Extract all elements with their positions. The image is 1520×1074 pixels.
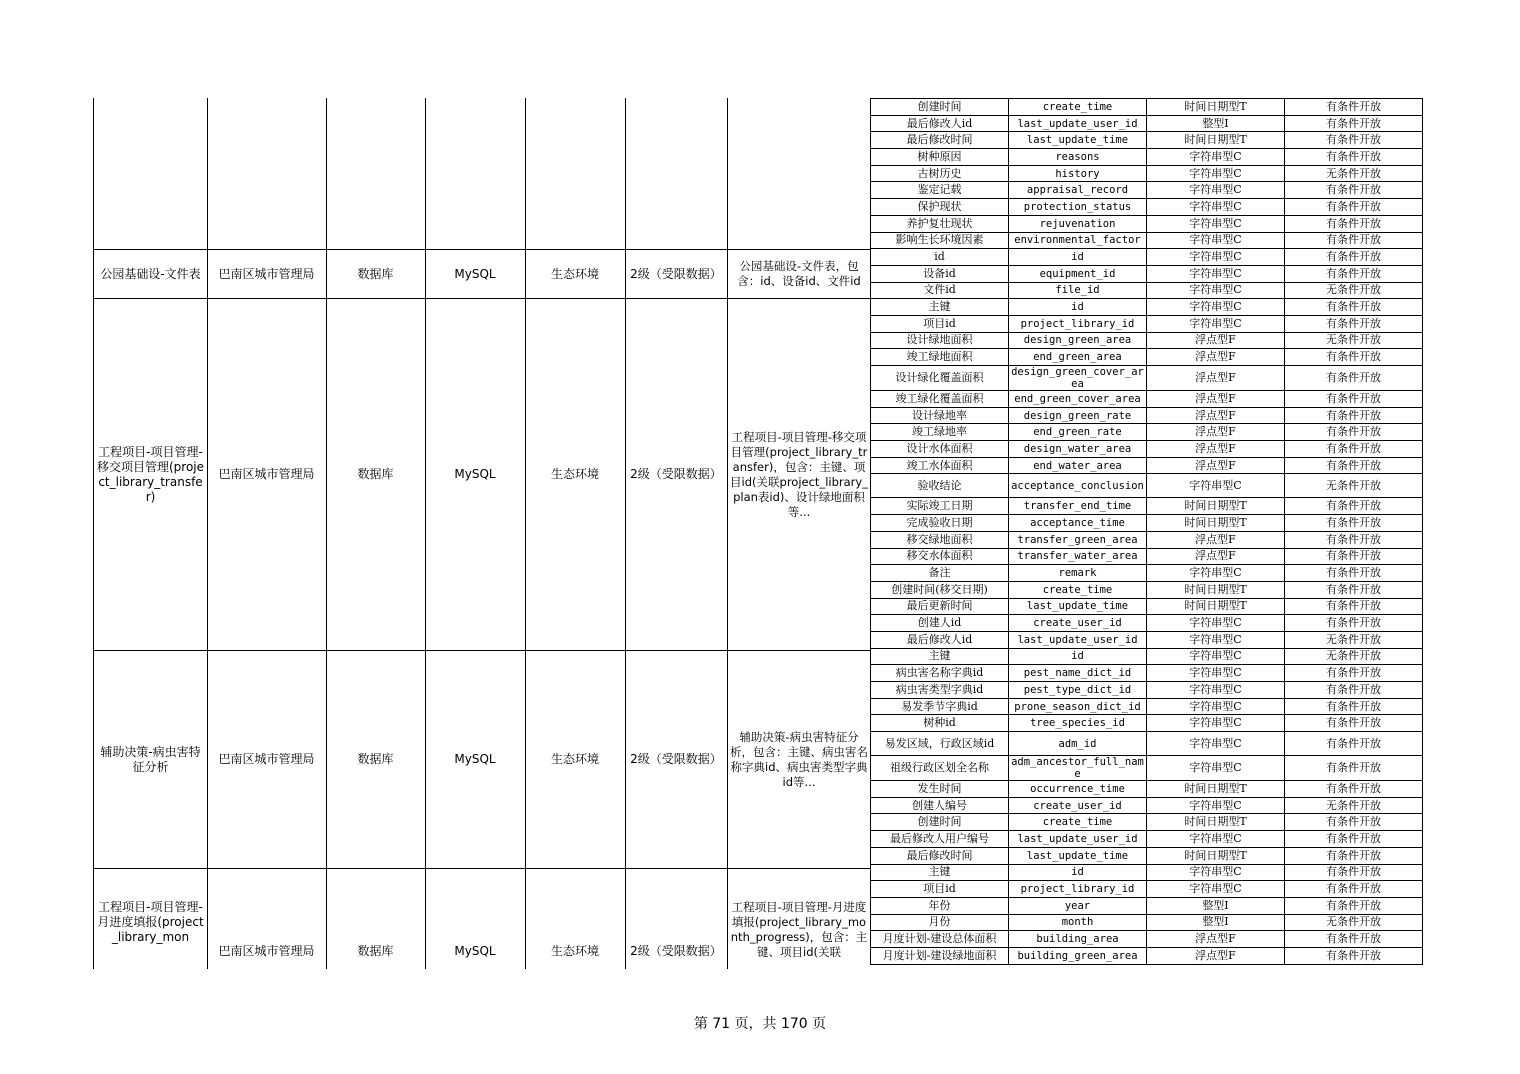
field-open-status: 有条件开放 (1285, 814, 1423, 831)
field-row (871, 215, 1423, 232)
field-data-type: 时间日期型T (1147, 515, 1285, 532)
field-english-name: transfer_green_area (1009, 531, 1147, 548)
field-row (871, 531, 1423, 548)
field-data-type: 整型I (1147, 914, 1285, 931)
field-english-name: adm_ancestor_full_name (1009, 756, 1147, 781)
field-chinese-name: 月份 (871, 914, 1009, 931)
field-chinese-name: 主键 (871, 299, 1009, 316)
field-data-type: 字符串型C (1147, 282, 1285, 299)
field-data-type: 浮点型F (1147, 441, 1285, 458)
field-open-status: 有条件开放 (1285, 781, 1423, 798)
field-chinese-name: 完成验收日期 (871, 515, 1009, 532)
field-data-type: 浮点型F (1147, 407, 1285, 424)
field-chinese-name: 创建时间 (871, 814, 1009, 831)
field-english-name: design_green_area (1009, 332, 1147, 349)
field-chinese-name: 设备id (871, 265, 1009, 282)
field-chinese-name: 验收结论 (871, 474, 1009, 498)
field-row (871, 474, 1423, 498)
field-data-type: 字符串型C (1147, 149, 1285, 166)
resource-name: 工程项目-项目管理-移交项目管理(project_library_transfer) (96, 444, 205, 504)
field-row (871, 366, 1423, 391)
field-open-status: 有条件开放 (1285, 515, 1423, 532)
field-open-status: 有条件开放 (1285, 424, 1423, 441)
field-data-type: 字符串型C (1147, 299, 1285, 316)
field-english-name: transfer_end_time (1009, 498, 1147, 515)
resource-type: 数据库 (357, 752, 394, 766)
field-row (871, 682, 1423, 699)
field-row (871, 441, 1423, 458)
field-chinese-name: 主键 (871, 864, 1009, 881)
resource-description: 公园基础设-文件表，包含：id、设备id、文件id (737, 259, 861, 288)
field-open-status: 无条件开放 (1285, 282, 1423, 299)
field-chinese-name: 创建人编号 (871, 797, 1009, 814)
field-english-name: last_update_user_id (1009, 631, 1147, 648)
field-open-status: 有条件开放 (1285, 565, 1423, 582)
resource-name: 公园基础设-文件表 (100, 266, 201, 281)
field-row (871, 232, 1423, 249)
field-data-type: 时间日期型T (1147, 814, 1285, 831)
field-open-status: 有条件开放 (1285, 598, 1423, 615)
field-english-name: create_time (1009, 814, 1147, 831)
field-data-type: 字符串型C (1147, 215, 1285, 232)
field-data-type: 字符串型C (1147, 182, 1285, 199)
field-open-status: 有条件开放 (1285, 299, 1423, 316)
department: 巴南区城市管理局 (218, 467, 315, 481)
field-row (871, 598, 1423, 615)
field-chinese-name: 易发区域，行政区域id (871, 732, 1009, 756)
resource-description: 工程项目-项目管理-月进度填报(project_library_month_progress)，包含：主键、项目id(关联 (730, 900, 868, 959)
field-chinese-name: 保护现状 (871, 199, 1009, 216)
field-row (871, 615, 1423, 632)
field-data-type: 字符串型C (1147, 232, 1285, 249)
security-level: 2级（受限数据） (630, 467, 722, 481)
field-english-name: prone_season_dict_id (1009, 698, 1147, 715)
field-data-type: 时间日期型T (1147, 847, 1285, 864)
field-english-name: last_update_time (1009, 598, 1147, 615)
field-data-type: 整型I (1147, 897, 1285, 914)
field-english-name: acceptance_conclusion (1009, 474, 1147, 498)
field-english-name: remark (1009, 565, 1147, 582)
field-open-status: 有条件开放 (1285, 215, 1423, 232)
field-english-name: create_time (1009, 581, 1147, 598)
field-table (870, 98, 1423, 965)
field-english-name: pest_name_dict_id (1009, 665, 1147, 682)
field-open-status: 有条件开放 (1285, 182, 1423, 199)
field-open-status: 有条件开放 (1285, 249, 1423, 266)
domain: 生态环境 (550, 944, 599, 958)
field-open-status: 有条件开放 (1285, 149, 1423, 166)
field-english-name: last_update_time (1009, 847, 1147, 864)
field-chinese-name: 鉴定记载 (871, 182, 1009, 199)
field-english-name: end_green_rate (1009, 424, 1147, 441)
field-data-type: 字符串型C (1147, 615, 1285, 632)
field-chinese-name: 设计绿地率 (871, 407, 1009, 424)
resource-type: 数据库 (357, 266, 394, 281)
field-row (871, 947, 1423, 964)
field-english-name: transfer_water_area (1009, 548, 1147, 565)
field-chinese-name: 移交水体面积 (871, 548, 1009, 565)
field-row (871, 199, 1423, 216)
field-chinese-name: 最后修改人id (871, 631, 1009, 648)
field-data-type: 字符串型C (1147, 249, 1285, 266)
field-english-name: end_green_area (1009, 349, 1147, 366)
field-chinese-name: 实际竣工日期 (871, 498, 1009, 515)
field-open-status: 有条件开放 (1285, 715, 1423, 732)
database-type: MySQL (454, 944, 496, 958)
field-english-name: acceptance_time (1009, 515, 1147, 532)
field-english-name: last_update_user_id (1009, 831, 1147, 848)
field-chinese-name: 影响生长环境因素 (871, 232, 1009, 249)
field-open-status: 有条件开放 (1285, 391, 1423, 408)
field-open-status: 有条件开放 (1285, 881, 1423, 898)
field-chinese-name: 竣工绿地率 (871, 424, 1009, 441)
field-english-name: protection_status (1009, 199, 1147, 216)
field-chinese-name: 项目id (871, 315, 1009, 332)
resource-type: 数据库 (357, 944, 394, 958)
field-data-type: 字符串型C (1147, 315, 1285, 332)
field-data-type: 字符串型C (1147, 831, 1285, 848)
department: 巴南区城市管理局 (218, 266, 315, 281)
department: 巴南区城市管理局 (218, 944, 315, 958)
field-open-status: 有条件开放 (1285, 265, 1423, 282)
field-row (871, 781, 1423, 798)
field-open-status: 有条件开放 (1285, 847, 1423, 864)
resource-description: 工程项目-项目管理-移交项目管理(project_library_transfer)，包含：主键、项目id(关联project_library_plan表id)、设计绿地面积等... (730, 429, 868, 519)
field-data-type: 时间日期型T (1147, 781, 1285, 798)
field-row (871, 881, 1423, 898)
field-english-name: adm_id (1009, 732, 1147, 756)
field-data-type: 时间日期型T (1147, 132, 1285, 149)
field-chinese-name: 易发季节字典id (871, 698, 1009, 715)
field-chinese-name: 设计绿地面积 (871, 332, 1009, 349)
field-open-status: 无条件开放 (1285, 631, 1423, 648)
field-chinese-name: 文件id (871, 282, 1009, 299)
field-open-status: 有条件开放 (1285, 864, 1423, 881)
field-open-status: 有条件开放 (1285, 99, 1423, 116)
field-english-name: pest_type_dict_id (1009, 682, 1147, 699)
field-open-status: 无条件开放 (1285, 474, 1423, 498)
field-row (871, 424, 1423, 441)
field-open-status: 有条件开放 (1285, 698, 1423, 715)
field-english-name: rejuvenation (1009, 215, 1147, 232)
field-chinese-name: 创建人id (871, 615, 1009, 632)
field-open-status: 有条件开放 (1285, 315, 1423, 332)
field-row (871, 715, 1423, 732)
field-data-type: 浮点型F (1147, 531, 1285, 548)
field-english-name: end_green_cover_area (1009, 391, 1147, 408)
field-row (871, 897, 1423, 914)
field-chinese-name: 最后修改人id (871, 115, 1009, 132)
field-english-name: building_area (1009, 931, 1147, 948)
field-open-status: 无条件开放 (1285, 797, 1423, 814)
field-open-status: 无条件开放 (1285, 165, 1423, 182)
field-data-type: 字符串型C (1147, 797, 1285, 814)
field-open-status: 有条件开放 (1285, 132, 1423, 149)
field-open-status: 有条件开放 (1285, 947, 1423, 964)
field-data-type: 字符串型C (1147, 715, 1285, 732)
domain: 生态环境 (550, 752, 599, 766)
field-chinese-name: 祖级行政区划全名称 (871, 756, 1009, 781)
field-data-type: 字符串型C (1147, 732, 1285, 756)
field-data-type: 字符串型C (1147, 665, 1285, 682)
field-english-name: end_water_area (1009, 457, 1147, 474)
field-data-type: 浮点型F (1147, 366, 1285, 391)
field-english-name: create_time (1009, 99, 1147, 116)
field-open-status: 有条件开放 (1285, 498, 1423, 515)
field-english-name: design_green_rate (1009, 407, 1147, 424)
field-open-status: 有条件开放 (1285, 756, 1423, 781)
field-row (871, 914, 1423, 931)
field-chinese-name: 竣工水体面积 (871, 457, 1009, 474)
field-open-status: 有条件开放 (1285, 732, 1423, 756)
field-row (871, 99, 1423, 116)
field-english-name: tree_species_id (1009, 715, 1147, 732)
field-english-name: id (1009, 648, 1147, 665)
field-row (871, 515, 1423, 532)
field-chinese-name: 树种id (871, 715, 1009, 732)
field-open-status: 无条件开放 (1285, 914, 1423, 931)
field-chinese-name: 最后更新时间 (871, 598, 1009, 615)
field-open-status: 有条件开放 (1285, 199, 1423, 216)
field-english-name: month (1009, 914, 1147, 931)
field-english-name: create_user_id (1009, 615, 1147, 632)
field-data-type: 浮点型F (1147, 332, 1285, 349)
field-open-status: 有条件开放 (1285, 407, 1423, 424)
field-english-name: last_update_user_id (1009, 115, 1147, 132)
field-chinese-name: 最后修改时间 (871, 847, 1009, 864)
field-data-type: 字符串型C (1147, 474, 1285, 498)
field-row (871, 149, 1423, 166)
field-chinese-name: 最后修改时间 (871, 132, 1009, 149)
field-chinese-name: 项目id (871, 881, 1009, 898)
field-open-status: 有条件开放 (1285, 615, 1423, 632)
field-open-status: 有条件开放 (1285, 115, 1423, 132)
field-row (871, 631, 1423, 648)
field-row (871, 565, 1423, 582)
database-type: MySQL (454, 266, 496, 281)
field-data-type: 字符串型C (1147, 682, 1285, 699)
field-row (871, 581, 1423, 598)
security-level: 2级（受限数据） (630, 944, 722, 958)
field-open-status: 有条件开放 (1285, 548, 1423, 565)
field-row (871, 299, 1423, 316)
field-row (871, 407, 1423, 424)
field-row (871, 391, 1423, 408)
field-open-status: 有条件开放 (1285, 349, 1423, 366)
field-row (871, 165, 1423, 182)
field-chinese-name: 设计水体面积 (871, 441, 1009, 458)
field-open-status: 无条件开放 (1285, 332, 1423, 349)
field-english-name: appraisal_record (1009, 182, 1147, 199)
table-border (93, 98, 94, 969)
field-row (871, 847, 1423, 864)
field-data-type: 字符串型C (1147, 698, 1285, 715)
field-data-type: 浮点型F (1147, 424, 1285, 441)
field-data-type: 字符串型C (1147, 265, 1285, 282)
field-chinese-name: 最后修改人用户编号 (871, 831, 1009, 848)
field-row (871, 931, 1423, 948)
department: 巴南区城市管理局 (218, 752, 315, 766)
field-data-type: 字符串型C (1147, 565, 1285, 582)
field-data-type: 字符串型C (1147, 631, 1285, 648)
field-chinese-name: 设计绿化覆盖面积 (871, 366, 1009, 391)
field-row (871, 332, 1423, 349)
security-level: 2级（受限数据） (630, 266, 722, 281)
field-data-type: 字符串型C (1147, 864, 1285, 881)
field-row (871, 457, 1423, 474)
field-chinese-name: 养护复壮现状 (871, 215, 1009, 232)
field-row (871, 115, 1423, 132)
page-footer: 第 71 页，共 170 页 (693, 1016, 827, 1032)
field-row (871, 797, 1423, 814)
field-row (871, 315, 1423, 332)
field-row (871, 831, 1423, 848)
field-english-name: history (1009, 165, 1147, 182)
field-chinese-name: 古树历史 (871, 165, 1009, 182)
field-chinese-name: 病虫害名称字典id (871, 665, 1009, 682)
field-english-name: project_library_id (1009, 315, 1147, 332)
field-open-status: 有条件开放 (1285, 531, 1423, 548)
field-row (871, 282, 1423, 299)
field-chinese-name: 月度计划-建设总体面积 (871, 931, 1009, 948)
field-open-status: 有条件开放 (1285, 441, 1423, 458)
field-row (871, 265, 1423, 282)
field-chinese-name: 竣工绿地面积 (871, 349, 1009, 366)
field-open-status: 有条件开放 (1285, 897, 1423, 914)
field-data-type: 字符串型C (1147, 648, 1285, 665)
field-row (871, 732, 1423, 756)
security-level: 2级（受限数据） (630, 752, 722, 766)
table-border (727, 98, 728, 969)
resource-name: 工程项目-项目管理-月进度填报(project_library_mon (97, 900, 204, 944)
field-row (871, 698, 1423, 715)
field-english-name: design_water_area (1009, 441, 1147, 458)
field-open-status: 有条件开放 (1285, 682, 1423, 699)
field-chinese-name: 创建时间(移交日期) (871, 581, 1009, 598)
field-english-name: project_library_id (1009, 881, 1147, 898)
field-chinese-name: id (871, 249, 1009, 266)
domain: 生态环境 (550, 266, 599, 281)
field-row (871, 132, 1423, 149)
field-english-name: building_green_area (1009, 947, 1147, 964)
field-data-type: 浮点型F (1147, 349, 1285, 366)
field-english-name: id (1009, 249, 1147, 266)
field-chinese-name: 病虫害类型字典id (871, 682, 1009, 699)
field-data-type: 浮点型F (1147, 947, 1285, 964)
field-data-type: 字符串型C (1147, 199, 1285, 216)
field-open-status: 有条件开放 (1285, 232, 1423, 249)
field-data-type: 时间日期型T (1147, 598, 1285, 615)
database-type: MySQL (454, 467, 496, 481)
field-row (871, 648, 1423, 665)
field-chinese-name: 年份 (871, 897, 1009, 914)
resource-type: 数据库 (357, 467, 394, 481)
field-data-type: 时间日期型T (1147, 581, 1285, 598)
field-open-status: 有条件开放 (1285, 457, 1423, 474)
field-chinese-name: 树种原因 (871, 149, 1009, 166)
field-data-type: 字符串型C (1147, 165, 1285, 182)
field-open-status: 有条件开放 (1285, 665, 1423, 682)
field-data-type: 字符串型C (1147, 881, 1285, 898)
field-row (871, 249, 1423, 266)
field-english-name: environmental_factor (1009, 232, 1147, 249)
field-data-type: 时间日期型T (1147, 99, 1285, 116)
field-row (871, 814, 1423, 831)
field-row (871, 349, 1423, 366)
field-open-status: 有条件开放 (1285, 366, 1423, 391)
field-data-type: 时间日期型T (1147, 498, 1285, 515)
database-type: MySQL (454, 752, 496, 766)
resource-description: 辅助决策-病虫害特征分析，包含：主键、病虫害名称字典id、病虫害类型字典id等... (730, 729, 868, 789)
field-english-name: year (1009, 897, 1147, 914)
field-data-type: 浮点型F (1147, 457, 1285, 474)
field-data-type: 浮点型F (1147, 548, 1285, 565)
field-english-name: equipment_id (1009, 265, 1147, 282)
field-english-name: file_id (1009, 282, 1147, 299)
field-chinese-name: 移交绿地面积 (871, 531, 1009, 548)
resource-name: 辅助决策-病虫害特征分析 (100, 744, 201, 774)
field-english-name: occurrence_time (1009, 781, 1147, 798)
field-chinese-name: 月度计划-建设绿地面积 (871, 947, 1009, 964)
field-open-status: 有条件开放 (1285, 831, 1423, 848)
field-row (871, 548, 1423, 565)
field-chinese-name: 发生时间 (871, 781, 1009, 798)
domain: 生态环境 (550, 467, 599, 481)
field-data-type: 整型I (1147, 115, 1285, 132)
field-chinese-name: 竣工绿化覆盖面积 (871, 391, 1009, 408)
field-row (871, 665, 1423, 682)
field-row (871, 864, 1423, 881)
field-row (871, 182, 1423, 199)
field-data-type: 浮点型F (1147, 931, 1285, 948)
field-open-status: 无条件开放 (1285, 648, 1423, 665)
field-english-name: design_green_cover_area (1009, 366, 1147, 391)
field-data-type: 浮点型F (1147, 391, 1285, 408)
field-row (871, 498, 1423, 515)
field-data-type: 字符串型C (1147, 756, 1285, 781)
field-english-name: create_user_id (1009, 797, 1147, 814)
field-english-name: id (1009, 299, 1147, 316)
field-chinese-name: 主键 (871, 648, 1009, 665)
field-row (871, 756, 1423, 781)
field-english-name: id (1009, 864, 1147, 881)
field-chinese-name: 创建时间 (871, 99, 1009, 116)
field-english-name: reasons (1009, 149, 1147, 166)
field-open-status: 有条件开放 (1285, 931, 1423, 948)
field-open-status: 有条件开放 (1285, 581, 1423, 598)
field-chinese-name: 备注 (871, 565, 1009, 582)
field-english-name: last_update_time (1009, 132, 1147, 149)
